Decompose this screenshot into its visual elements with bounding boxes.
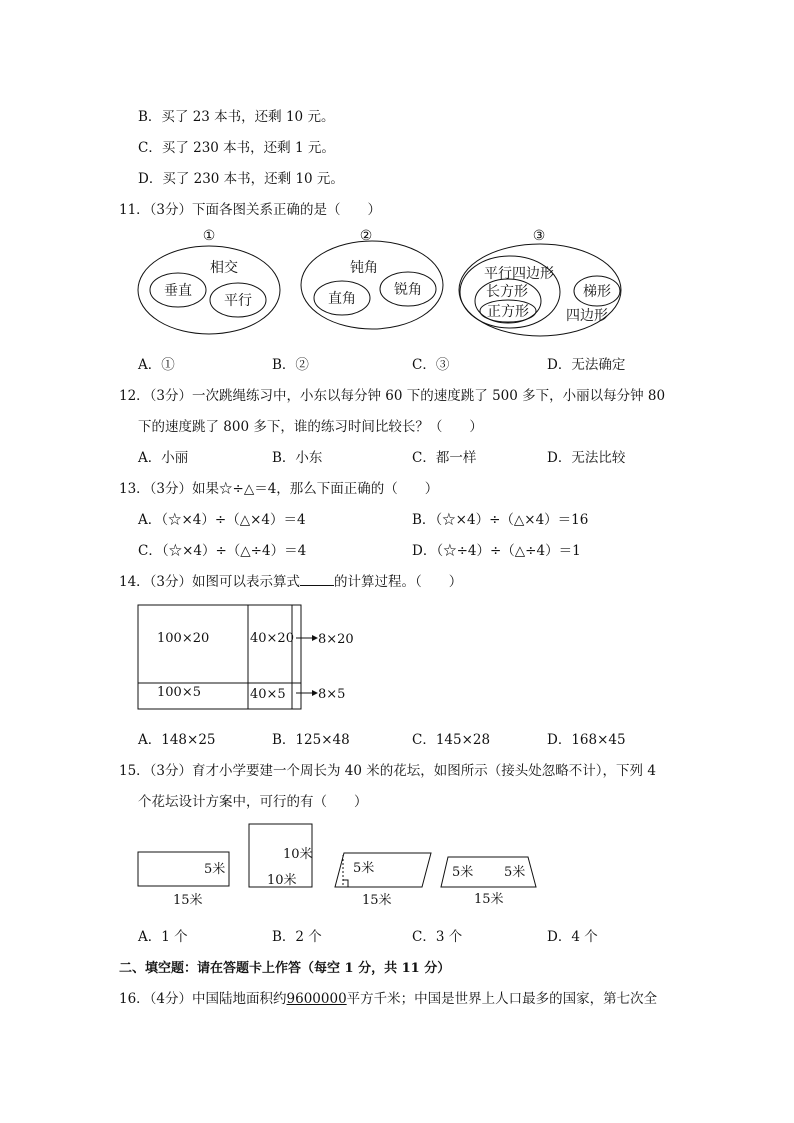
q11-option-a: A．① (138, 357, 175, 373)
parallelogram-shape (335, 853, 431, 887)
q14-label-8x20: 8×20 (318, 632, 354, 647)
section-2-heading: 二、填空题：请在答题卡上作答（每空 1 分，共 11 分） (119, 961, 451, 976)
trapezoid-left-label: 5米 (452, 865, 474, 880)
q12-option-d: D．无法比较 (547, 450, 626, 466)
rect-bottom-label: 15米 (173, 893, 203, 908)
q13-option-c: C．（☆×4）÷（△÷4）＝4 (138, 543, 307, 559)
q10-option-c: C．买了 230 本书，还剩 1 元。 (138, 140, 335, 156)
q12-stem-line1: 12．（3分）一次跳绳练习中，小东以每分钟 60 下的速度跳了 500 多下，小丽以每分钟 80 (119, 388, 666, 404)
fig2-left-label: 直角 (328, 291, 356, 307)
trapezoid-bottom-label: 15米 (474, 892, 504, 907)
fig2-right-label: 锐角 (394, 282, 422, 298)
q15-option-c: C．3 个 (412, 929, 463, 945)
trapezoid-right-label: 5米 (504, 865, 526, 880)
q12-option-b: B．小东 (272, 450, 323, 466)
q16-stem-after: 平方千米；中国是世界上人口最多的国家，第七次全 (346, 991, 658, 1007)
q11-stem: 11．（3分）下面各图关系正确的是（ ） (119, 202, 382, 218)
q14-option-c: C．145×28 (412, 732, 491, 748)
q14-option-b: B．125×48 (272, 732, 350, 748)
q16-stem-before: 16．（4分）中国陆地面积约 (119, 991, 287, 1007)
q14-option-d: D．168×45 (547, 732, 626, 748)
fig3-label-parallelogram: 平行四边形 (484, 266, 554, 282)
fig2-outer-label: 钝角 (350, 260, 378, 276)
parallelogram-bottom-label: 15米 (362, 893, 392, 908)
q14-label-8x5: 8×5 (318, 687, 346, 702)
fig3-label-rectangle: 长方形 (486, 284, 528, 300)
parallelogram-side-label: 5米 (353, 861, 375, 876)
rect-side-label: 5米 (204, 862, 226, 877)
q14-cell-100x5: 100×5 (157, 685, 201, 700)
q16-stem (119, 987, 657, 1007)
fig3-label-quadrilateral: 四边形 (566, 308, 608, 324)
q11-option-b: B．② (272, 357, 309, 373)
q12-option-c: C．都一样 (412, 450, 477, 466)
q14-cell-40x20: 40×20 (250, 631, 294, 646)
fig1-outer-label: 相交 (210, 260, 238, 276)
q15-stem-line2: 个花坛设计方案中，可行的有（ ） (138, 794, 368, 810)
q11-option-d: D．无法确定 (547, 357, 626, 373)
q13-option-b: B．（☆×4）÷（△×4）＝16 (412, 512, 589, 528)
q10-option-b: B．买了 23 本书，还剩 10 元。 (138, 109, 335, 125)
q14-cell-100x20: 100×20 (157, 631, 210, 646)
fig2-number: ② (359, 228, 373, 244)
q14-cell-40x5: 40×5 (250, 687, 286, 702)
q12-stem-line2: 下的速度跳了 800 多下，谁的练习时间比较长？（ ） (138, 419, 483, 435)
q14-option-a: A．148×25 (138, 732, 216, 748)
q12-option-a: A．小丽 (138, 450, 189, 466)
square-side-label: 10米 (283, 847, 313, 862)
q13-stem: 13．（3分）如果☆÷△＝4，那么下面正确的（ ） (119, 481, 439, 497)
fig3-label-trapezoid: 梯形 (583, 284, 611, 300)
fig1-left-label: 垂直 (164, 283, 192, 299)
fig1-right-label: 平行 (224, 293, 252, 309)
q11-option-c: C．③ (412, 357, 450, 373)
q15-option-b: B．2 个 (272, 929, 322, 945)
q15-option-d: D．4 个 (547, 929, 598, 945)
fig3-label-square: 正方形 (487, 304, 529, 320)
q14-stem-after: 的计算过程。（ ） (334, 574, 463, 590)
fig3-number: ③ (532, 228, 546, 244)
q10-option-d: D．买了 230 本书，还剩 10 元。 (138, 171, 344, 187)
q15-option-a: A．1 个 (138, 929, 188, 945)
fig1-number: ① (202, 228, 216, 244)
q14-stem-before: 14．（3分）如图可以表示算式 (119, 574, 301, 590)
q13-option-d: D．（☆÷4）÷（△÷4）＝1 (412, 543, 581, 559)
square-bottom-label: 10米 (267, 873, 297, 888)
q13-option-a: A．（☆×4）÷（△×4）＝4 (138, 512, 306, 528)
q15-stem-line1: 15．（3分）育才小学要建一个周长为 40 米的花坛，如图所示（接头处忽略不计），下列 4 (119, 763, 656, 779)
q16-number: 9600000 (286, 991, 347, 1007)
